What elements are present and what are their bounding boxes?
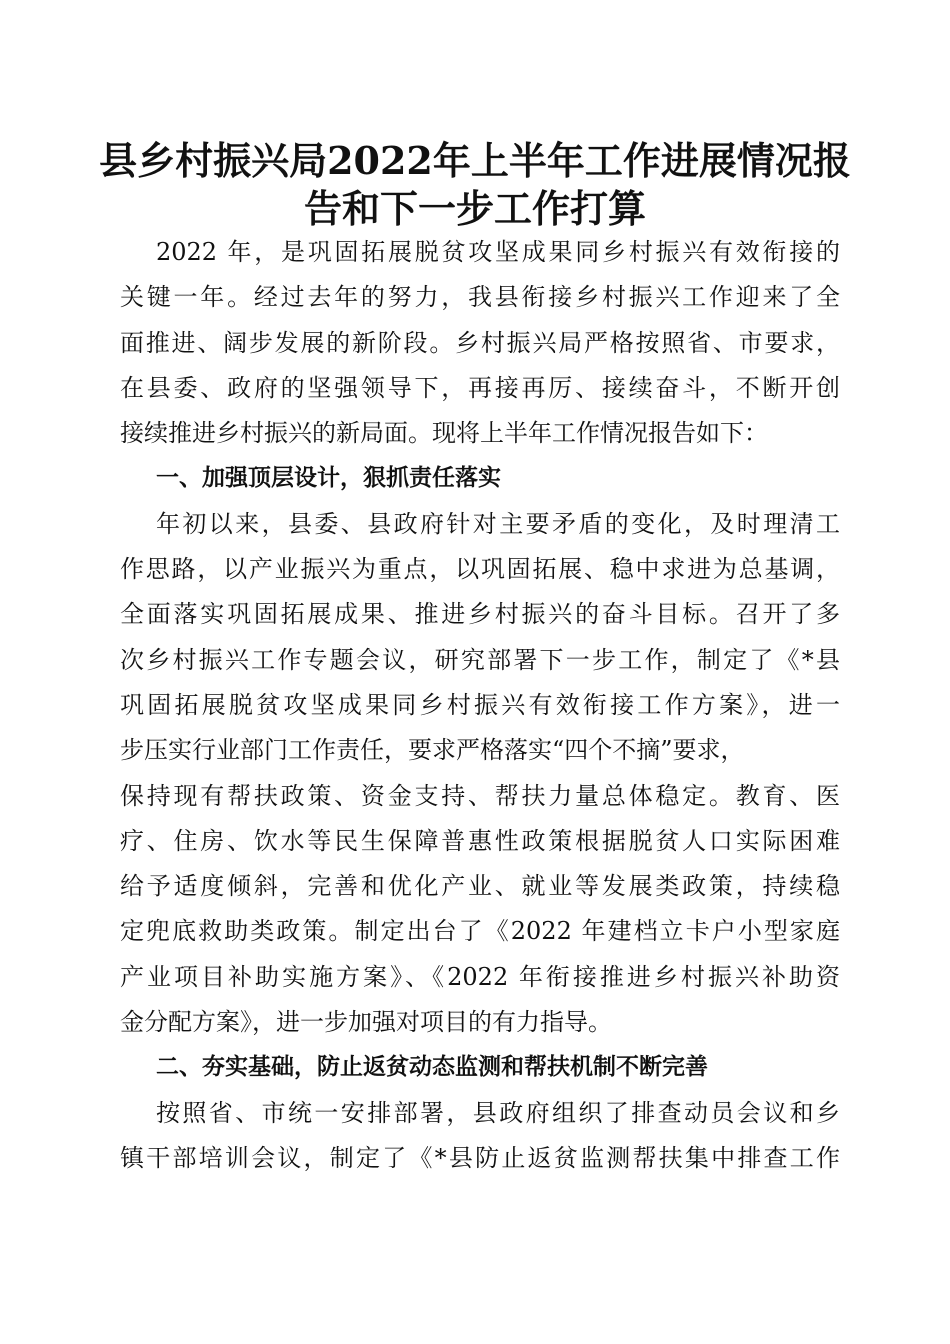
section-1-paragraph-line: 巩固拓展脱贫攻坚成果同乡村振兴有效衔接工作方案》，进一: [120, 690, 840, 719]
section-1-paragraph-line: 作思路，以产业振兴为重点，以巩固拓展、稳中求进为总基调，: [120, 555, 840, 584]
section-2-paragraph-line: 镇干部培训会议，制定了《*县防止返贫监测帮扶集中排查工作: [120, 1143, 840, 1172]
intro-paragraph-line: 2022 年，是巩固拓展脱贫攻坚成果同乡村振兴有效衔接的: [156, 238, 840, 266]
section-heading-2: 二、夯实基础，防止返贫动态监测和帮扶机制不断完善: [156, 1054, 708, 1081]
intro-paragraph-line: 面推进、阔步发展的新阶段。乡村振兴局严格按照省、市要求，: [120, 328, 840, 357]
intro-paragraph-line: 关键一年。经过去年的努力，我县衔接乡村振兴工作迎来了全: [120, 283, 840, 312]
section-heading-1: 一、加强顶层设计，狠抓责任落实: [156, 465, 501, 492]
section-1-paragraph-line: 定兜底救助类政策。制定出台了《2022 年建档立卡户小型家庭: [120, 917, 840, 946]
section-1-paragraph-line: 保持现有帮扶政策、资金支持、帮扶力量总体稳定。教育、医: [120, 781, 840, 810]
section-1-paragraph-line: 产业项目补助实施方案》、《2022 年衔接推进乡村振兴补助资: [120, 962, 840, 991]
section-2-paragraph-line: 按照省、市统一安排部署，县政府组织了排查动员会议和乡: [156, 1098, 840, 1127]
document-title-line-2: 告和下一步工作打算: [303, 186, 646, 231]
intro-paragraph-line: 接续推进乡村振兴的新局面。现将上半年工作情况报告如下：: [120, 419, 768, 448]
section-1-paragraph-line: 步压实行业部门工作责任，要求严格落实“四个不摘”要求，: [120, 736, 745, 765]
intro-paragraph-line: 在县委、政府的坚强领导下，再接再厉、接续奋斗，不断开创: [120, 373, 840, 402]
section-1-paragraph-line: 年初以来，县委、县政府针对主要矛盾的变化，及时理清工: [156, 509, 840, 538]
section-1-paragraph-line: 给予适度倾斜，完善和优化产业、就业等发展类政策，持续稳: [120, 872, 840, 901]
section-1-paragraph-line: 全面落实巩固拓展成果、推进乡村振兴的奋斗目标。召开了多: [120, 600, 840, 629]
section-1-paragraph-line: 疗、住房、饮水等民生保障普惠性政策根据脱贫人口实际困难: [120, 826, 840, 855]
document-body: [120, 230, 840, 1181]
document-title-line-1: 县乡村振兴局2022年上半年工作进展情况报: [99, 138, 851, 183]
section-1-paragraph-line: 金分配方案》，进一步加强对项目的有力指导。: [120, 1008, 612, 1037]
section-1-paragraph-line: 次乡村振兴工作专题会议，研究部署下一步工作，制定了《*县: [120, 645, 840, 674]
